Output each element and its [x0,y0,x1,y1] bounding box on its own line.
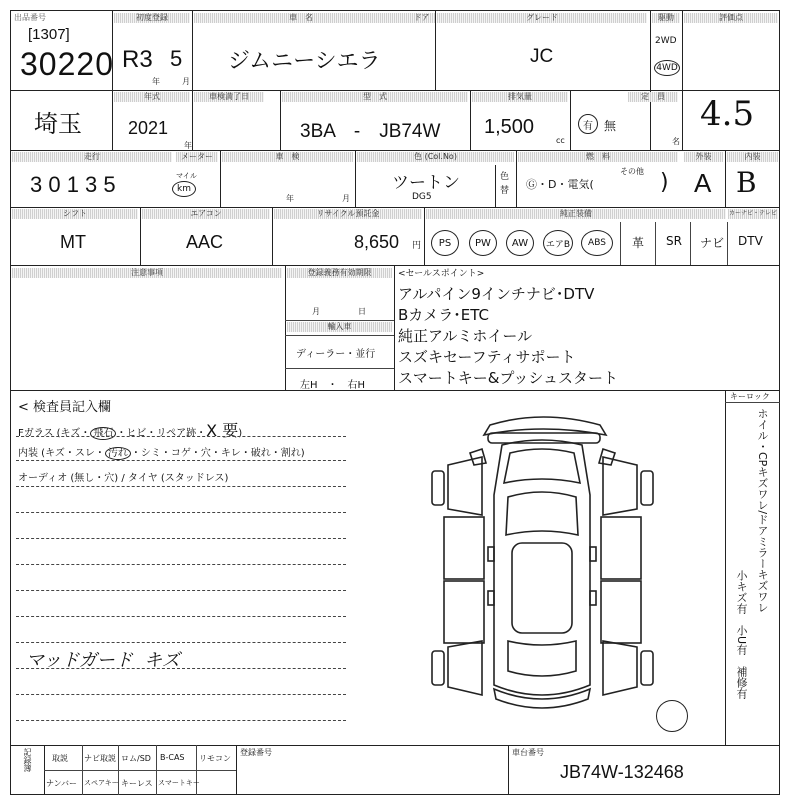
inspection-month: 月 [342,194,350,203]
grade-label: グレード [437,13,647,23]
lot-number: 30220 [20,46,114,82]
equip-pw-label: PW [475,237,491,249]
color-code: DG5 [412,192,432,202]
interior-text-a: 内装 (キズ・スレ・ [18,448,105,459]
ac-label: エアコン [142,209,270,219]
fuel-options: Ⓖ・D・電気( [526,178,594,191]
interior-circled: 汚れ [105,447,131,460]
car-name: ジムニーシエラ [228,49,381,74]
equip-navi: ナビ [700,236,725,250]
model-year-label: 年式 [114,92,190,102]
interior-grade: B [736,166,757,199]
equip-abs-label: ABS [588,238,606,248]
equip-aw-label: AW [511,237,529,249]
footer-item-navi-manual: ナビ取説 [84,754,116,763]
score-label: 評価点 [684,13,778,23]
yen-unit: 円 [412,241,422,251]
glass-text-c: ) [238,428,243,439]
model-year: 2021 [128,118,169,138]
footer-item-number: ナンバー [46,779,78,788]
equip-airbag-label: エアB [545,239,571,250]
fuel-close-paren: ) [660,170,669,195]
side-note-2: 小キズ有 小U有 補修有 [735,570,748,700]
inspection-label-2: 車検満了日 [194,92,264,102]
drive-2wd: 2WD [655,36,677,46]
caution-label: 注意事項 [12,268,282,278]
color-label: 色 (Col.No) [357,152,514,162]
equip-pw [469,230,497,256]
meter-label: メーター [176,152,218,162]
chassis-label: 車台番号 [512,748,544,757]
glass-text-a: Fガラス (キズ・ [18,428,91,439]
color: ツートン [392,173,460,193]
inspector-title: < 検査員記入欄 [18,400,112,415]
color-change: 色替 [500,172,510,196]
sales-point: Bカメラ･ETC [398,306,490,324]
km-unit: km [177,184,191,194]
interior-label: 内装 [727,152,778,162]
year-kanji: 年 [152,77,160,86]
car-name-label: 車 名 [194,13,408,23]
first-reg-label: 初度登録 [114,13,190,23]
displacement-label: 排気量 [472,92,568,102]
first-reg-era: R3 [122,46,153,73]
glass-text-b: ・ヒビ・リペア跡・ [116,428,207,439]
chassis-number: JB74W-132468 [560,762,684,782]
door-label: ドア [408,13,435,23]
interior-line [18,444,305,459]
equip-label: 純正装備 [426,209,726,219]
glass-mark: X 要 [206,421,239,440]
glass-line [18,418,242,441]
km-unit-circled [172,181,196,197]
equip-leather: 革 [632,236,645,250]
keylock-label: キーロック [730,392,770,401]
reg-day: 日 [358,307,366,316]
fuel-other: その他 [620,167,644,176]
equip-ps-label: PS [438,237,452,249]
model-code: 3BA - JB74W [300,121,441,142]
handwritten-note: マッドガード キズ [26,650,180,671]
month-kanji: 月 [182,77,190,86]
turbo-no: 無 [604,119,617,133]
mileage: 3 0 1 3 5 [30,172,116,197]
mileage-label: 走行 [12,152,172,162]
sales-point: 純正アルミホイール [398,327,533,345]
sales-label: <セールスポイント> [398,269,485,279]
sales-point: スズキセーフティサポート [398,348,576,366]
side-note-1: ホイル・CPキズワレ/ドアミラーキズワレ [756,408,769,614]
drive-4wd-circled [654,60,680,76]
model-year-kanji: 年 [184,141,192,150]
grade: JC [530,46,554,67]
car-damage-diagram [430,405,655,725]
reg-month: 月 [312,307,320,316]
sales-point: スマートキー&プッシュスタート [398,369,619,387]
drive-label: 駆動 [652,13,680,23]
footer-item-spare-key: スペアキー [84,779,119,787]
mile-unit: マイル [176,172,197,180]
dealer-option: ディーラー・並行 [296,349,376,360]
equip-ps [431,230,459,256]
registration-label: 登録義務有効期限 [287,268,392,278]
spare-tire-circle [656,700,688,732]
exterior-grade: A [694,168,712,198]
capacity-unit: 名 [672,137,680,146]
model-code-label: 型 式 [282,92,468,102]
region: 埼玉 [34,110,82,138]
shift-label: シフト [12,209,138,219]
equip-abs [581,230,613,256]
ac: AAC [186,232,224,252]
interior-text-b: ・シミ・コゲ・穴・キレ・破れ・割れ) [130,448,305,459]
footer-item-remote: リモコン [199,754,231,763]
lot-label: 出品番号 [14,13,46,22]
handle-option: 左H ・ 右H [300,380,366,391]
fuel-label: 燃 料 [518,152,678,162]
inspection-year: 年 [286,194,294,203]
import-label: 輸入車 [287,322,392,332]
equip-airbag [543,230,573,256]
carpet-label: カーナビ・テレビ [729,210,777,217]
equip-aw [506,230,534,256]
turbo-yes: 有 [583,120,593,132]
inspection-label: 車 検 [222,152,353,162]
footer-item-rom-sd: ロム/SD [121,754,151,763]
footer-item-manual: 取説 [52,754,68,763]
reg-number-label: 登録番号 [240,748,272,757]
displacement: 1,500 [484,116,535,138]
turbo-yes-circled [578,114,598,134]
shift: MT [60,232,86,252]
recycle-label: リサイクル預託金 [274,209,422,219]
score: 4.5 [700,94,755,134]
first-reg-month: 5 [170,46,183,71]
equip-dtv: DTV [738,234,763,248]
glass-circled: 飛石 [90,427,116,440]
lot-code: [1307] [28,26,70,43]
cc-unit: cc [556,136,565,145]
footer-item-bcas: B-CAS [160,753,185,762]
record-book-label: 記録簿 [23,748,32,772]
sales-point: アルパイン9インチナビ･DTV [398,285,595,303]
audio-line: オーディオ (無し・穴) / タイヤ (スタッドレス) [18,473,229,484]
equip-sr: SR [666,234,682,248]
footer-item-smartkey: スマートキー [158,779,200,787]
footer-item-keyless: キーレス [121,779,153,788]
exterior-label: 外装 [684,152,723,162]
capacity-label: 定 員 [628,92,678,102]
drive-4wd: 4WD [656,63,678,73]
recycle: 8,650 [354,232,400,252]
